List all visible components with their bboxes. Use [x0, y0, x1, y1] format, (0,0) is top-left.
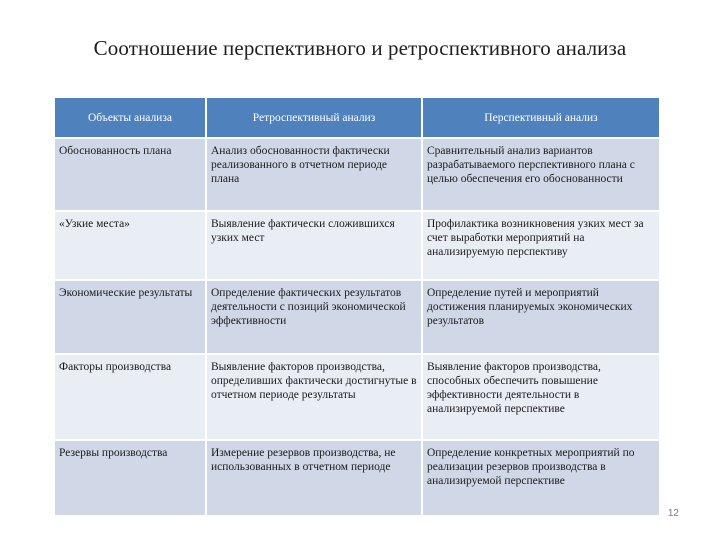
cell-prospective: Сравнительный анализ вариантов разрабатываемого перспективного плана с целью обеспечения его обоснованности [423, 139, 659, 210]
table-row [55, 139, 659, 210]
cell-object: Резервы производства [55, 441, 205, 515]
cell-retrospective: Выявление фактически сложившихся узких мест [207, 212, 421, 279]
cell-retrospective: Определение фактических результатов деятельности с позиций экономической эффективности [207, 281, 421, 353]
cell-prospective: Определение конкретных мероприятий по реализации резервов производства в анализируемой перспективе [423, 441, 659, 515]
cell-object: Обоснованность плана [55, 139, 205, 210]
header-prospective: Перспективный анализ [423, 98, 659, 137]
cell-prospective: Определение путей и мероприятий достижения планируемых экономических результатов [423, 281, 659, 353]
cell-retrospective: Измерение резервов производства, не использованных в отчетном периоде [207, 441, 421, 515]
cell-object: «Узкие места» [55, 212, 205, 279]
cell-retrospective: Анализ обоснованности фактически реализованного в отчетном периоде плана [207, 139, 421, 210]
table-row [55, 441, 659, 515]
page-number: 12 [667, 508, 679, 519]
table-header-row [55, 98, 659, 137]
cell-prospective: Профилактика возникновения узких мест за счет выработки мероприятий на анализируемую перспективу [423, 212, 659, 279]
cell-retrospective: Выявление факторов производства, определивших фактически достигнутые в отчетном периоде результаты [207, 355, 421, 439]
comparison-table [53, 96, 661, 517]
cell-object: Факторы производства [55, 355, 205, 439]
cell-prospective: Выявление факторов производства, способных обеспечить повышение эффективности деятельности в анализируемой перспективе [423, 355, 659, 439]
slide-title: Соотношение перспективного и ретроспективного анализа [93, 36, 627, 60]
table-row [55, 281, 659, 353]
table-row [55, 355, 659, 439]
header-retrospective: Ретроспективный анализ [207, 98, 421, 137]
table-row [55, 212, 659, 279]
header-objects: Объекты анализа [55, 98, 205, 137]
cell-object: Экономические результаты [55, 281, 205, 353]
